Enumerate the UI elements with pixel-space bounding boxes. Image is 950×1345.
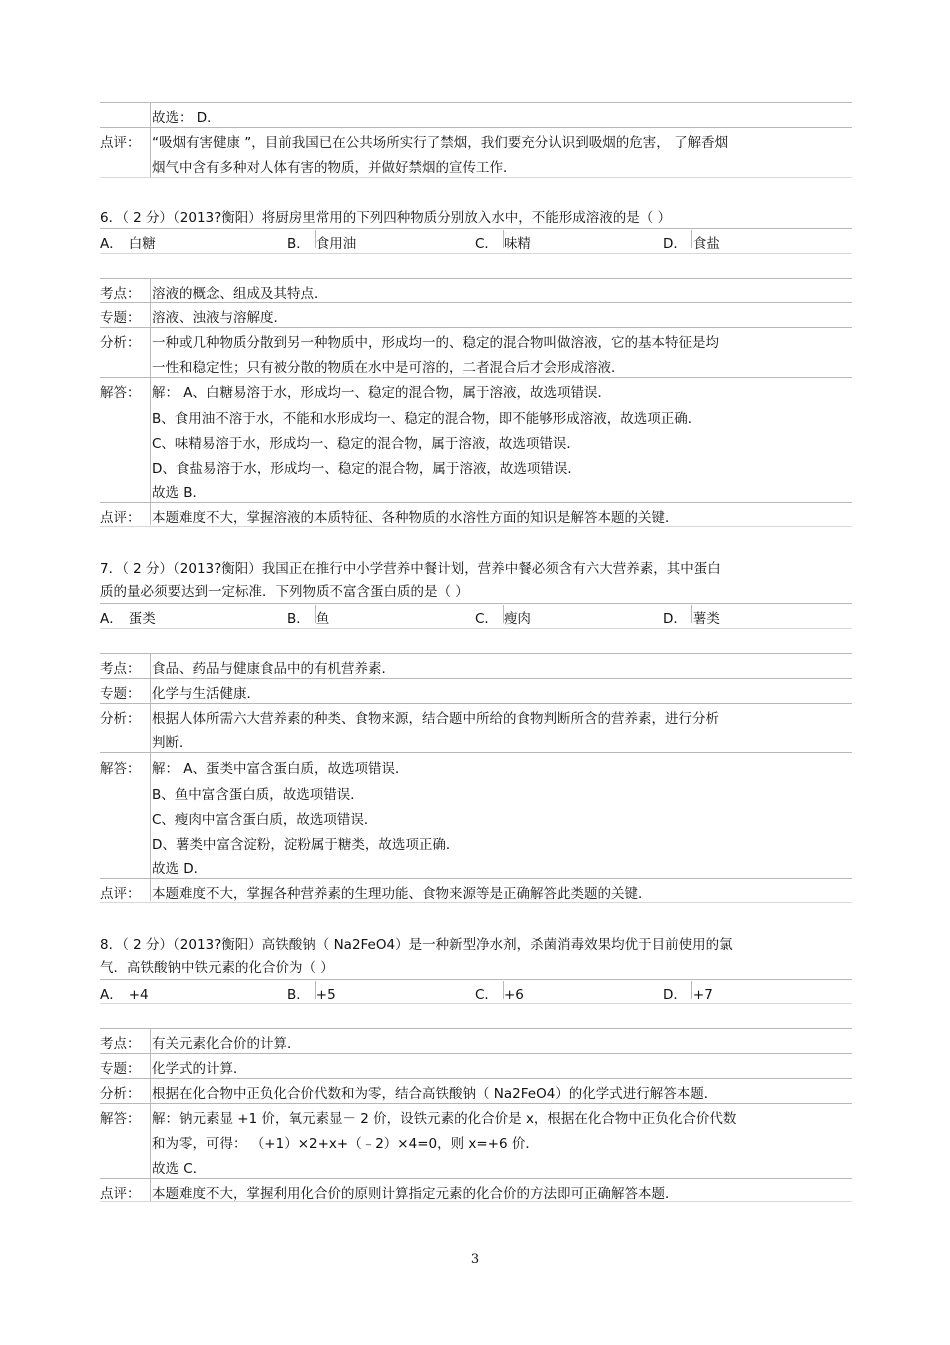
rule	[100, 979, 852, 980]
option-d: D． 食盐	[663, 236, 720, 252]
option-b: B． 鱼	[287, 611, 330, 627]
comment-label: 点评：	[100, 135, 141, 151]
rule	[100, 302, 852, 303]
rule	[100, 1103, 852, 1104]
rule	[691, 230, 692, 248]
rule	[315, 981, 316, 999]
jieda-line: B、鱼中富含蛋白质，故选项错误．	[152, 787, 364, 803]
rule	[100, 878, 852, 879]
rule	[503, 605, 504, 623]
fenxi-line: 根据在化合物中正负化合价代数和为零，结合高铁酸钠（ Na2FeO4）的化学式进行解答本题．	[152, 1086, 718, 1102]
rule	[100, 653, 852, 654]
page-number: 3	[470, 1252, 480, 1267]
zhuanti-label: 专题：	[100, 686, 141, 702]
rule	[100, 327, 852, 328]
zhuanti-label: 专题：	[100, 1061, 141, 1077]
rule	[100, 102, 852, 103]
rule	[150, 278, 151, 525]
option-c: C． 瘦肉	[475, 611, 531, 627]
question-stem: 质的量必须要达到一定标准．下列物质不富含蛋白质的是（ ）	[100, 584, 469, 600]
jieda-line: 故选 C．	[152, 1161, 207, 1177]
rule	[100, 1053, 852, 1054]
dianping-label: 点评：	[100, 510, 141, 526]
kaodian-label: 考点：	[100, 1036, 141, 1052]
dianping-text: 本题难度不大，掌握利用化合价的原则计算指定元素的化合价的方法即可正确解答本题．	[152, 1186, 679, 1202]
jieda-line: 和为零，可得： （+1）×2+x+（﹣2）×4=0，则 x=+6 价．	[152, 1136, 539, 1152]
dianping-label: 点评：	[100, 886, 141, 902]
rule	[100, 1028, 852, 1029]
kaodian-label: 考点：	[100, 286, 141, 302]
rule	[100, 526, 852, 527]
rule	[100, 678, 852, 679]
dianping-label: 点评：	[100, 1186, 141, 1202]
rule	[100, 502, 852, 503]
jieda-line: C、味精易溶于水，形成均一、稳定的混合物，属于溶液，故选项错误．	[152, 436, 580, 452]
rule	[100, 228, 852, 229]
rule	[100, 177, 852, 178]
zhuanti-text: 化学式的计算．	[152, 1061, 247, 1077]
rule	[100, 628, 852, 629]
option-c: C． 味精	[475, 236, 531, 252]
jieda-line: 故选 B．	[152, 485, 207, 501]
jieda-line: B、食用油不溶于水，不能和水形成均一、稳定的混合物，即不能够形成溶液，故选项正确．	[152, 411, 702, 427]
kaodian-label: 考点：	[100, 661, 141, 677]
fenxi-label: 分析：	[100, 335, 141, 351]
jieda-line: 解： A、蛋类中富含蛋白质，故选项错误．	[152, 761, 409, 777]
rule	[100, 1078, 852, 1079]
rule	[691, 981, 692, 999]
fenxi-line: 一性和稳定性；只有被分散的物质在水中是可溶的，二者混合后才会形成溶液．	[152, 360, 625, 376]
zhuanti-text: 化学与生活健康．	[152, 686, 260, 702]
rule	[100, 1178, 852, 1179]
dianping-text: 本题难度不大，掌握各种营养素的生理功能、食物来源等是正确解答此类题的关键．	[152, 886, 652, 902]
rule	[100, 1003, 852, 1004]
jieda-label: 解答：	[100, 761, 141, 777]
option-a: A． 白糖	[100, 236, 156, 252]
fenxi-label: 分析：	[100, 1086, 141, 1102]
kaodian-text: 食品、药品与健康食品中的有机营养素．	[152, 661, 395, 677]
option-d: D． 薯类	[663, 611, 720, 627]
option-c: C． +6	[475, 987, 524, 1003]
rule	[503, 230, 504, 248]
jieda-line: 解：钠元素显 +1 价，氧元素显－ 2 价，设铁元素的化合价是 x，根据在化合物中正负化合价代数	[152, 1111, 737, 1127]
zhuanti-text: 溶液、浊液与溶解度．	[152, 310, 287, 326]
answer-line: 故选： D．	[152, 110, 221, 126]
comment-line: “吸烟有害健康 ”，目前我国已在公共场所实行了禁烟，我们要充分认识到吸烟的危害， 了解香烟	[152, 135, 729, 151]
kaodian-text: 溶液的概念、组成及其特点．	[152, 286, 328, 302]
jieda-line: 解： A、白糖易溶于水，形成均一、稳定的混合物，属于溶液，故选项错误．	[152, 385, 612, 401]
rule	[100, 703, 852, 704]
rule	[150, 102, 151, 178]
rule	[100, 902, 852, 903]
question-stem: 气．高铁酸钠中铁元素的化合价为（ ）	[100, 960, 334, 976]
rule	[150, 653, 151, 901]
rule	[100, 603, 852, 604]
option-b: B． +5	[287, 987, 336, 1003]
rule	[315, 605, 316, 623]
rule	[100, 127, 852, 128]
jieda-label: 解答：	[100, 385, 141, 401]
question-stem: 7．（ 2 分）（2013?衡阳）我国正在推行中小学营养中餐计划，营养中餐必须含有六大营养素，其中蛋白	[100, 561, 721, 577]
question-stem: 6．（ 2 分）（2013?衡阳）将厨房里常用的下列四种物质分别放入水中，不能形成溶液的是（ ）	[100, 210, 672, 226]
rule	[691, 605, 692, 623]
rule	[100, 377, 852, 378]
jieda-line: 故选 D．	[152, 861, 208, 877]
rule	[315, 230, 316, 248]
rule	[100, 278, 852, 279]
zhuanti-label: 专题：	[100, 310, 141, 326]
option-d: D． +7	[663, 987, 713, 1003]
jieda-line: D、薯类中富含淀粉，淀粉属于糖类，故选项正确．	[152, 837, 460, 853]
jieda-line: C、瘦肉中富含蛋白质，故选项错误．	[152, 812, 378, 828]
rule	[100, 1201, 852, 1202]
jieda-line: D、食盐易溶于水，形成均一、稳定的混合物，属于溶液，故选项错误．	[152, 461, 581, 477]
fenxi-line: 一种或几种物质分散到另一种物质中，形成均一的、稳定的混合物叫做溶液，它的基本特征是均	[152, 335, 719, 351]
rule	[100, 752, 852, 753]
option-a: A． +4	[100, 987, 149, 1003]
option-b: B． 食用油	[287, 236, 357, 252]
kaodian-text: 有关元素化合价的计算．	[152, 1036, 301, 1052]
fenxi-label: 分析：	[100, 711, 141, 727]
jieda-label: 解答：	[100, 1111, 141, 1127]
fenxi-line: 根据人体所需六大营养素的种类、食物来源，结合题中所给的食物判断所含的营养素，进行分析	[152, 711, 719, 727]
rule	[100, 253, 852, 254]
comment-line: 烟气中含有多种对人体有害的物质，并做好禁烟的宣传工作．	[152, 160, 517, 176]
dianping-text: 本题难度不大，掌握溶液的本质特征、各种物质的水溶性方面的知识是解答本题的关键．	[152, 510, 679, 526]
rule	[503, 981, 504, 999]
option-a: A． 蛋类	[100, 611, 156, 627]
question-stem: 8．（ 2 分）（2013?衡阳）高铁酸钠（ Na2FeO4）是一种新型净水剂，杀菌消毒效果均优于目前使用的氯	[100, 937, 733, 953]
fenxi-line: 判断．	[152, 735, 193, 751]
